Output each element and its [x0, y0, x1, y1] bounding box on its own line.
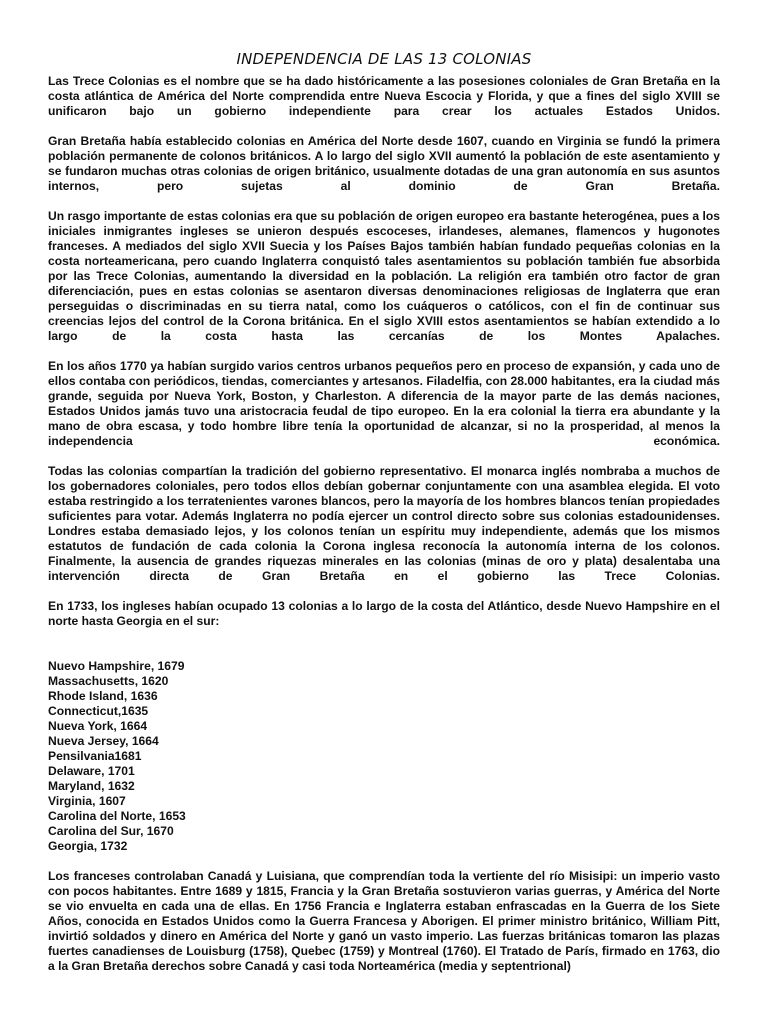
list-item: Delaware, 1701 — [48, 764, 135, 778]
paragraph-intro: Las Trece Colonias es el nombre que se ha dado históricamente a las posesiones coloniales de Gran Bretaña en la costa atlántica de América del Norte comprendida entre Nueva Escocia y Florida, y que a fines del siglo XVIII se unificaron bajo un gobierno independiente para crear los actuales Estados Unidos. — [48, 74, 720, 118]
list-item: Connecticut,1635 — [48, 704, 149, 718]
document-title: INDEPENDENCIA DE LAS 13 COLONIAS — [236, 50, 532, 68]
list-item: Carolina del Norte, 1653 — [48, 809, 186, 823]
list-item: Nueva York, 1664 — [48, 719, 148, 733]
list-item: Nuevo Hampshire, 1679 — [48, 659, 185, 673]
paragraph-colonies-established: Gran Bretaña había establecido colonias en América del Norte desde 1607, cuando en Virginia se fundó la primera población permanente de colonos británicos. A lo largo del siglo XVII aumentó la población de este asentamiento y se fundaron muchas otras colonias de origen británico, usualmente dotadas de una gran autonomía en sus asuntos internos, pero sujetas al dominio de Gran Bretaña. — [48, 134, 720, 193]
paragraph-french-territories: Los franceses controlaban Canadá y Luisiana, que comprendían toda la vertiente del río Misisipi: un imperio vasto con pocos habitantes. Entre 1689 y 1815, Francia y la Gran Bretaña sostuvieron varias guerras, y América del Norte se vio envuelta en cada una de ellas. En 1756 Francia e Inglaterra estaban enfrascadas en la Guerra de los Siete Años, conocida en Estados Unidos como la Guerra Francesa y Aborigen. El primer ministro británico, William Pitt, invirtió soldados y dinero en América del Norte y ganó un vasto imperio. Las fuerzas británicas tomaron las plazas fuertes canadienses de Louisburg (1758), Quebec (1759) y Montreal (1760). El Tratado de París, firmado en 1763, dio a la Gran Bretaña derechos sobre Canadá y casi toda Norteamérica (media y septentrional) — [48, 869, 720, 973]
list-item: Pensilvania1681 — [48, 749, 142, 763]
paragraph-urban-centers: En los años 1770 ya habían surgido varios centros urbanos pequeños pero en proceso de expansión, y cada uno de ellos contaba con periódicos, tiendas, comerciantes y artesanos. Filadelfia, con 28.000 habitantes, era la ciudad más grande, seguida por Nueva York, Boston, y Charleston. A diferencia de la mayor parte de las demás naciones, Estados Unidos jamás tuvo una aristocracia feudal de tipo europeo. En la era colonial la tierra era abundante y la mano de obra escasa, y todo hombre libre tenía la oportunidad de alcanzar, si no la prosperidad, al menos la independencia económica. — [48, 359, 720, 448]
list-item: Maryland, 1632 — [48, 779, 135, 793]
list-item: Rhode Island, 1636 — [48, 689, 158, 703]
paragraph-thirteen-colonies-intro: En 1733, los ingleses habían ocupado 13 colonias a lo largo de la costa del Atlántico, desde Nuevo Hampshire en el norte hasta Georgia en el sur: — [48, 599, 720, 628]
colonies-list — [48, 659, 720, 854]
paragraph-heterogeneity: Un rasgo importante de estas colonias era que su población de origen europeo era bastante heterogénea, pues a los iniciales inmigrantes ingleses se unieron después escoceses, irlandeses, alemanes, flamencos y hugonotes franceses. A mediados del siglo XVII Suecia y los Países Bajos también habían fundado pequeñas colonias en la costa norteamericana, pero cuando Inglaterra conquistó tales asentamientos su población también fue absorbida por las Trece Colonias, aumentando la diversidad en la población. La religión era también otro factor de gran diferenciación, pues en estas colonias se asentaron diversas denominaciones religiosas de Inglaterra que eran perseguidas o discriminadas en su tierra natal, como los cuáqueros o católicos, con el fin de continuar sus creencias lejos del control de la Corona británica. En el siglo XVIII estos asentamientos se habían extendido a lo largo de la costa hasta las cercanías de los Montes Apalaches. — [48, 209, 720, 343]
list-item: Nueva Jersey, 1664 — [48, 734, 159, 748]
list-item: Carolina del Sur, 1670 — [48, 824, 174, 838]
paragraph-representative-government: Todas las colonias compartían la tradición del gobierno representativo. El monarca inglés nombraba a muchos de los gobernadores coloniales, pero todos ellos debían gobernar conjuntamente con una asamblea elegida. El voto estaba restringido a los terratenientes varones blancos, pero la mayoría de los hombres blancos tenían propiedades suficientes para votar. Además Inglaterra no podía ejercer un control directo sobre sus colonias estadounidenses. Londres estaba demasiado lejos, y los colonos tenían un espíritu muy independiente, además que los mismos estatutos de fundación de cada colonia la Corona inglesa reconocía la autonomía interna de los colonos. Finalmente, la ausencia de grandes riquezas minerales en las colonias (minas de oro y plata) desalentaba una intervención directa de Gran Bretaña en el gobierno las Trece Colonias. — [48, 464, 720, 583]
list-item: Virginia, 1607 — [48, 794, 126, 808]
list-item: Georgia, 1732 — [48, 839, 128, 853]
document-body — [48, 74, 720, 989]
list-item: Massachusetts, 1620 — [48, 674, 169, 688]
